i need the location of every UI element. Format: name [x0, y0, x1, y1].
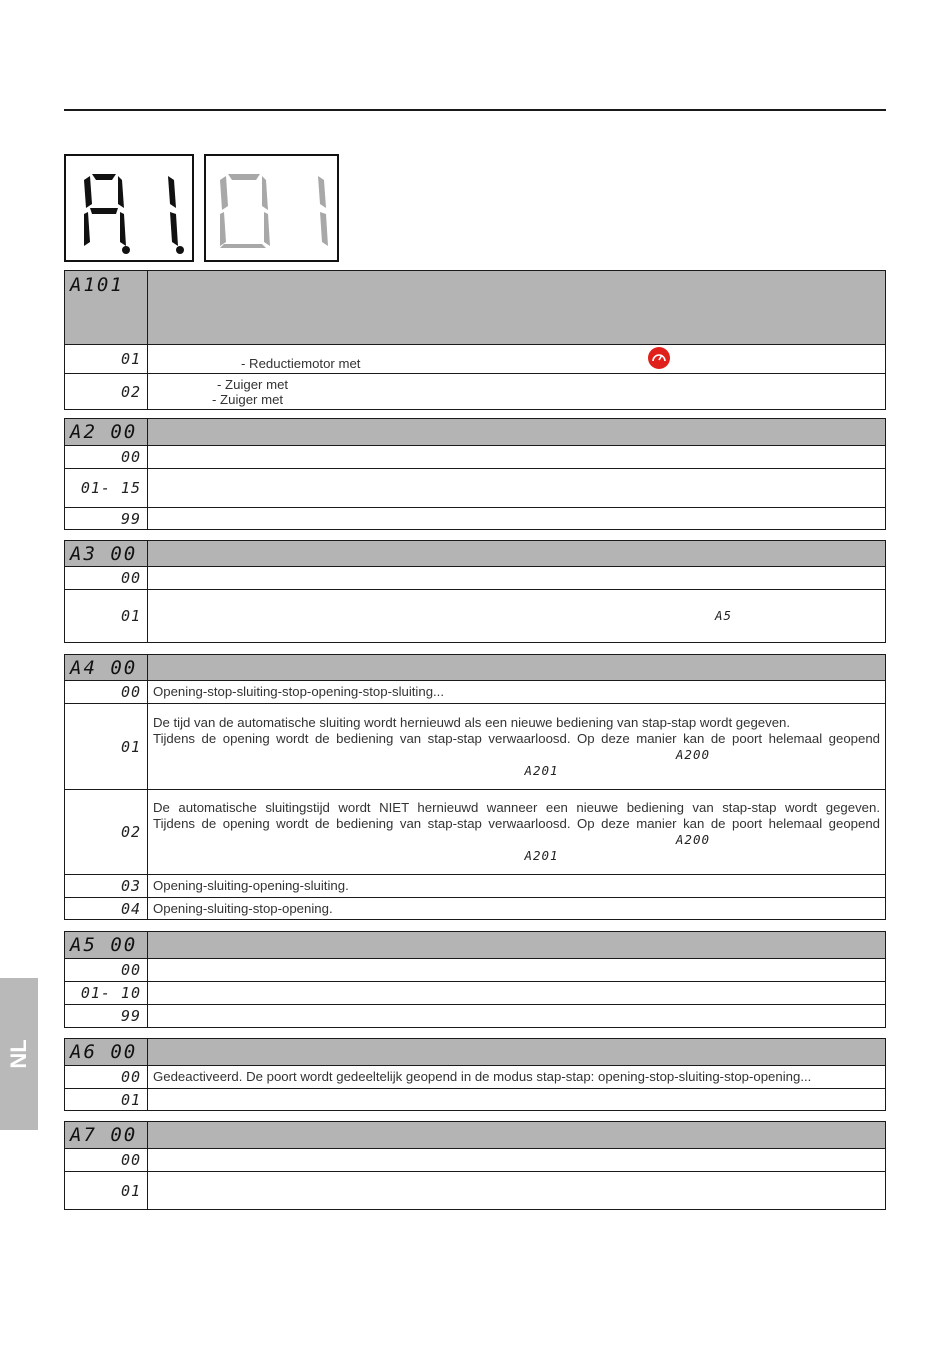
option-description [148, 374, 886, 410]
param-reference: A5 [715, 608, 733, 623]
option-description [148, 1005, 886, 1028]
param-table-a2 [64, 418, 886, 530]
option-code: 00 [65, 1149, 148, 1172]
option-description [148, 590, 886, 643]
param-description [148, 541, 886, 567]
option-code: 99 [65, 1005, 148, 1028]
param-code: A2 00 [65, 419, 148, 446]
param-reference: A201 [524, 848, 559, 863]
option-description [148, 345, 886, 374]
option-text-line2: - Zuiger met [212, 392, 284, 407]
option-description: Opening-sluiting-opening-sluiting. [148, 875, 886, 898]
param-table-a7 [64, 1121, 886, 1210]
option-code: 00 [65, 567, 148, 590]
option-description [148, 567, 886, 590]
option-code: 99 [65, 508, 148, 530]
param-description [148, 419, 886, 446]
option-code: 01 [65, 345, 148, 374]
option-text-line1: - Zuiger met [217, 377, 289, 392]
param-code: A5 00 [65, 932, 148, 959]
option-description [148, 790, 886, 875]
option-text-line1: De automatische sluitingstijd wordt NIET hernieuwd wanneer een nieuwe bediening van stap-stap wordt gegeven. [153, 800, 880, 815]
option-description [148, 704, 886, 790]
param-code: A7 00 [65, 1122, 148, 1149]
option-text-line2: Tijdens de opening wordt de bediening van stap-stap verwaarloosd. Op deze manier kan de poort helemaal geopend [153, 816, 880, 831]
option-code: 00 [65, 681, 148, 704]
param-code: A3 00 [65, 541, 148, 567]
option-code: 01 [65, 704, 148, 790]
param-table-a5 [64, 931, 886, 1028]
option-description [148, 1089, 886, 1111]
param-code: A6 00 [65, 1039, 148, 1066]
param-description [148, 932, 886, 959]
option-description: Opening-stop-sluiting-stop-opening-stop-sluiting... [148, 681, 886, 704]
param-description [148, 1039, 886, 1066]
header-rule [64, 109, 886, 111]
option-text: - Reductiemotor met [241, 356, 361, 371]
display-left-digits [64, 154, 194, 262]
option-code: 01- 10 [65, 982, 148, 1005]
option-description [148, 469, 886, 508]
param-description [148, 271, 886, 345]
option-description: Opening-sluiting-stop-opening. [148, 898, 886, 920]
option-description [148, 446, 886, 469]
option-code: 01 [65, 590, 148, 643]
option-text-line1: De tijd van de automatische sluiting wordt hernieuwd als een nieuwe bediening van stap-stap wordt gegeven. [153, 714, 791, 730]
seven-segment-display-icon [66, 156, 196, 264]
option-code: 00 [65, 1066, 148, 1089]
language-tab-label: NL [6, 1039, 31, 1069]
option-description [148, 982, 886, 1005]
option-code: 01- 15 [65, 469, 148, 508]
param-reference: A201 [524, 762, 559, 778]
param-reference: A200 [675, 832, 710, 847]
option-description [148, 508, 886, 530]
option-code: 02 [65, 790, 148, 875]
option-code: 02 [65, 374, 148, 410]
option-description [148, 959, 886, 982]
option-code: 03 [65, 875, 148, 898]
option-description [148, 1149, 886, 1172]
option-code: 01 [65, 1172, 148, 1210]
option-code: 04 [65, 898, 148, 920]
param-table-a1 [64, 270, 886, 410]
seven-segment-display-icon [206, 156, 341, 264]
option-description: Gedeactiveerd. De poort wordt gedeeltelijk geopend in de modus stap-stap: opening-stop-sluiting-stop-opening... [148, 1066, 886, 1089]
option-text-line2: Tijdens de opening wordt de bediening van stap-stap verwaarloosd. Op deze manier kan de poort helemaal geopend [153, 730, 880, 746]
display-right-digits [204, 154, 339, 262]
param-code: A101 [65, 271, 148, 345]
param-description [148, 1122, 886, 1149]
param-table-a4 [64, 654, 886, 920]
param-description [148, 655, 886, 681]
language-tab [0, 978, 38, 1130]
param-table-a3 [64, 540, 886, 643]
param-reference: A200 [675, 746, 710, 762]
red-gauge-icon [648, 347, 670, 369]
option-code: 00 [65, 959, 148, 982]
option-code: 01 [65, 1089, 148, 1111]
param-code: A4 00 [65, 655, 148, 681]
option-code: 00 [65, 446, 148, 469]
param-table-a6 [64, 1038, 886, 1111]
option-description [148, 1172, 886, 1210]
